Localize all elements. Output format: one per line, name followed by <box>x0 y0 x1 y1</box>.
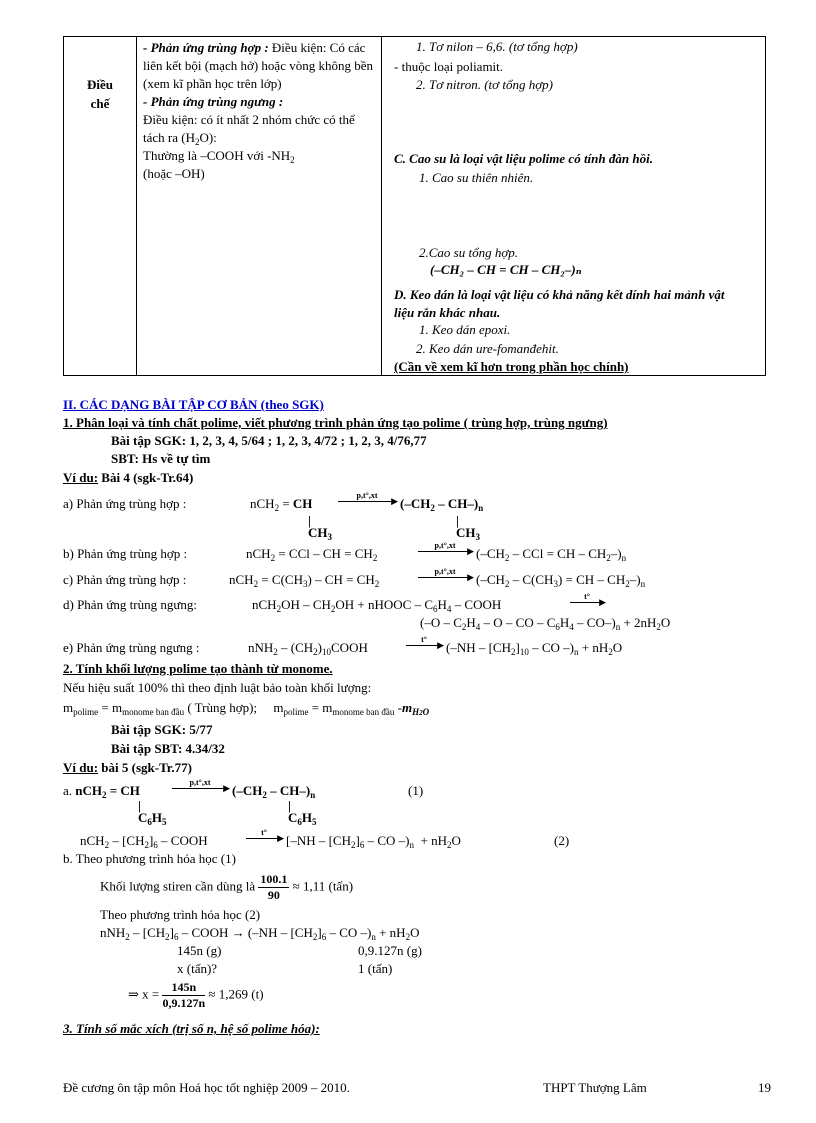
section2-title: II. CÁC DẠNG BÀI TẬP CƠ BẢN (theo SGK) <box>63 397 324 412</box>
condensation-text3: (hoặc –OH) <box>143 166 205 181</box>
glue-note: (Cần về xem kĩ hơn trong phần học chính) <box>394 359 629 374</box>
eq-a-arrow: p,t°,xt ▶ <box>338 491 396 502</box>
rubber2-formula: (–CH₂ – CH = CH – CH₂–)ₙ <box>430 262 582 277</box>
sub2-heading: 2. Tính khối lượng polime tạo thành từ monome. <box>63 661 333 676</box>
e-label: e) Phản ứng trùng ngưng : <box>63 640 200 655</box>
theo2-text: Theo phương trình hóa học (2) <box>100 907 261 922</box>
eq-a-branch: | $CH_3$ <box>308 513 332 542</box>
eq-c: $nCH_2 = C(CH_3)$ – CH = $CH_2$ <box>229 572 380 589</box>
fiber1: 1. Tơ nilon – 6,6. (tơ tổng hợp) <box>416 39 578 54</box>
x-line: ⇒ x = $\frac{145n}{0,9.127n}$ ≈ 1,269 (t) <box>128 980 264 1010</box>
eq-d-arrow: t° ▶ <box>570 592 604 603</box>
eq-s-branch: | $C_6H_5$ <box>138 798 167 827</box>
eq-a: nCH$_2$ = CH <box>250 496 313 513</box>
fraction-styrene: $\frac{100.1}{90}$ <box>260 872 288 902</box>
eq-n: $nCH_2 - [CH_2]_6$ – COOH <box>80 833 208 850</box>
eq-n2: $nNH_2 - [CH_2]_6$ – COOH → ($-NH - [CH_2]_6$ – CO $-)_n + nH_2O$ <box>100 925 420 942</box>
eq-s-arrow: p,t°,xt ▶ <box>172 778 228 789</box>
eq-s-product-branch: | $C_6H_5$ <box>288 798 317 827</box>
eq-n-arrow: t° ▶ <box>246 828 282 839</box>
glue1: 1. Keo dán epoxi. <box>419 322 511 337</box>
conditions-cell: - Phản ứng trùng hợp : Điều kiện: Có các liên kết bội (mạch hở) hoặc vòng không bền (xem kĩ phần học trên lớp) - Phản ứng trùng ngưng : Điều kiện: có ít nhất 2 nhóm chức có thể tách ra $(H_2O)$: Thường là –COOH với $-NH_2$ (hoặc –OH) <box>137 37 382 376</box>
vidu1-label: Ví du: <box>63 470 99 485</box>
rubber1: 1. Cao su thiên nhiên. <box>419 170 534 185</box>
prep-table <box>63 36 766 376</box>
vidu1-text: Bài 4 (sgk-Tr.64) <box>101 470 194 485</box>
rubber-title: C. Cao su là loại vật liệu polime có tính đàn hồi. <box>394 151 653 166</box>
footer-school: THPT Thượng Lâm <box>543 1080 647 1095</box>
eq2-num: (2) <box>554 833 570 848</box>
mass-formula: $m_{polime} = m_{monome ban đầu}$ ( Trùng hợp); $m_{polime} = m_{monome ban đầu}$ $-m_{H2O}$ <box>63 700 430 717</box>
eq-a-product: $(-CH_2 - CH-)_n$ <box>400 496 484 513</box>
eq-e: $nNH_2 - (CH_2)_{10}COOH$ <box>248 640 368 657</box>
a-label: a) Phản ứng trùng hợp : <box>63 496 187 511</box>
fiber1-note: - thuộc loại poliamit. <box>394 59 504 74</box>
glue2: 2. Keo dán ure-fomanđehit. <box>416 341 559 356</box>
r1a: 145n (g) <box>177 943 222 958</box>
eq-d-product: ($-O - C_2H_4$ – O – CO – $C_6H_4 - CO-)_n + 2nH_2O$ <box>420 615 671 632</box>
eq-b-arrow: p,t°,xt ▶ <box>418 541 472 552</box>
r2a: x (tấn)? <box>177 961 218 976</box>
vidu2-text: bài 5 (sgk-Tr.77) <box>101 760 192 775</box>
condensation-text2: Thường là –COOH với -NH <box>143 148 291 163</box>
sub2-text: Nếu hiệu suất 100% thì theo định luật bảo toàn khối lượng: <box>63 680 372 695</box>
vidu2-label: Ví du: <box>63 760 99 775</box>
eq-b: nCH$_2$ = CCl – CH = $CH_2$ <box>246 546 378 563</box>
eq-d: $nCH_2OH - CH_2OH$ + nHOOC – $C_6H_4$ – COOH <box>252 597 502 614</box>
r1b: 0,9.127n (g) <box>358 943 422 958</box>
materials-cell <box>382 37 766 376</box>
sgk1: Bài tập SGK: 1, 2, 3, 4, 5/64 ; 1, 2, 3, 4/72 ; 1, 2, 3, 4/76,77 <box>111 433 427 448</box>
b-label: b) Phản ứng trùng hợp : <box>63 546 188 561</box>
glue-title: D. Keo dán là loại vật liệu có khả năng kết dính hai mảnh vật liệu rắn khác nhau. <box>394 287 725 320</box>
table-label: Điều chế <box>87 77 113 111</box>
sbt1: SBT: Hs về tự tìm <box>111 451 211 466</box>
page-number: 19 <box>758 1080 771 1095</box>
c-label: c) Phản ứng trùng hợp : <box>63 572 187 587</box>
footer-title: Đề cương ôn tập môn Hoá học tốt nghiệp 2009 – 2010. <box>63 1080 350 1095</box>
condensation-text1: Điều kiện: có ít nhất 2 nhóm chức có thể tách ra (H <box>143 112 355 145</box>
eq1-num: (1) <box>408 783 424 798</box>
sub3-heading: 3. Tính số mắc xích (trị số n, hệ số polime hóa): <box>63 1021 320 1036</box>
sgk2: Bài tập SGK: 5/77 <box>111 722 213 737</box>
sbt2: Bài tập SBT: 4.34/32 <box>111 741 225 756</box>
eq-b-product: ($-CH_2$ – CCl = CH – $CH_2-)_n$ <box>476 546 627 563</box>
sub1-heading: 1. Phân loại và tính chất polime, viết phương trình phản ứng tạo polime ( trùng hợp, trùng ngưng) <box>63 415 608 430</box>
eq-e-arrow: t° ▶ <box>406 635 442 646</box>
polymerization-text: Điều kiện: Có các liên kết bội (mạch hở) hoặc vòng không bền (xem kĩ phần học trên lớp) <box>143 40 373 91</box>
eq-s: a. nCH$_2$ = CH <box>63 783 140 800</box>
d-label: d) Phản ứng trùng ngưng: <box>63 597 197 612</box>
fraction-x: $\frac{145n}{0,9.127n}$ <box>162 980 206 1010</box>
eq-c-arrow: p,t°,xt ▶ <box>418 567 472 578</box>
b2-text: b. Theo phương trình hóa học (1) <box>63 851 236 866</box>
rubber2: 2.Cao su tổng hợp. <box>419 245 519 260</box>
condensation-title: - Phản ứng trùng ngưng : <box>143 94 284 109</box>
fiber2: 2. Tơ nitron. (tơ tổng hợp) <box>416 77 553 92</box>
eq-a-product-branch: | $CH_3$ <box>456 513 480 542</box>
table-label-cell <box>64 37 137 376</box>
polymerization-title: - Phản ứng trùng hợp : <box>143 40 269 55</box>
eq-n-product: [$-NH - [CH_2]_6$ – CO $-)_n + nH_2O$ <box>286 833 461 850</box>
eq-e-product: ($-NH - [CH_2]_{10}$ – CO $-)_n + nH_2O$ <box>446 640 623 657</box>
eq-s-product: $(-CH_2 - CH-)_n$ <box>232 783 316 800</box>
r2b: 1 (tấn) <box>358 961 393 976</box>
styrene-line: Khối lượng stiren cần dùng là $\frac{100.1}{90}$ ≈ 1,11 (tấn) <box>100 872 354 902</box>
eq-c-product: ($-CH_2 - C(CH_3)$ = CH – $CH_2-)_n$ <box>476 572 646 589</box>
